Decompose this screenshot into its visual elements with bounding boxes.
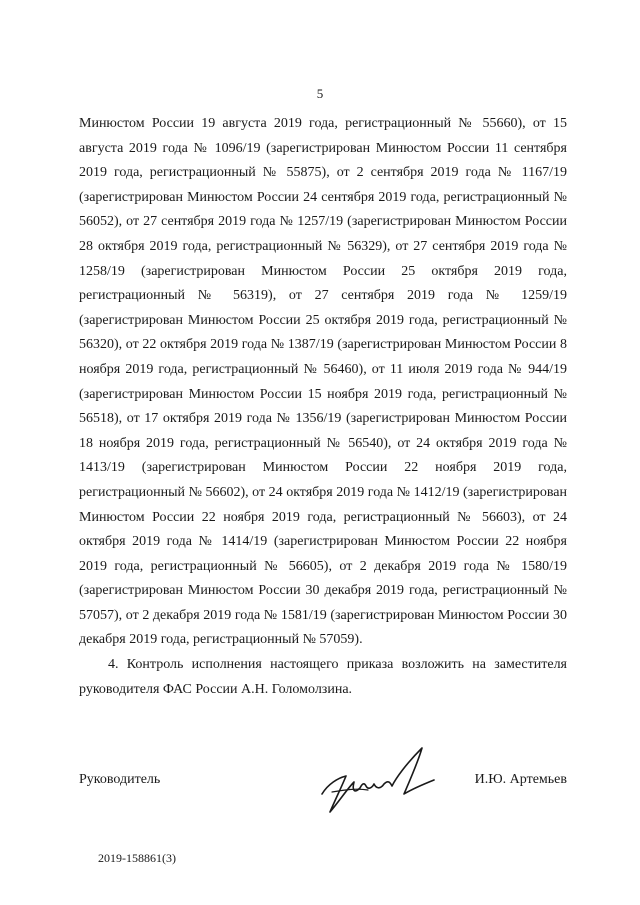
- signer-name: И.Ю. Артемьев: [474, 772, 567, 787]
- handwritten-signature: [318, 738, 438, 822]
- page-number: 5: [316, 86, 324, 101]
- document-body: [79, 112, 567, 702]
- document-code: 2019-158861(3): [98, 851, 176, 865]
- signer-title: Руководитель: [79, 772, 161, 787]
- continuation-paragraph: Минюстом России 19 августа 2019 года, регистрационный № 55660), от 15 августа 2019 года № 1096/19 (зарегистрирован Минюстом России 11 сентября 2019 года, регистрационный № 55875), от 2 сентября 2019 года № 1167/19 (зарегистрирован Минюстом России 24 сентября 2019 года, регистрационный № 56052), от 27 сентября 2019 года № 1257/19 (зарегистрирован Минюстом России 28 октября 2019 года, регистрационный № 56329), от 27 сентября 2019 года № 1258/19 (зарегистрирован Минюстом России 25 октября 2019 года, регистрационный № 56319), от 27 сентября 2019 года № 1259/19 (зарегистрирован Минюстом России 25 октября 2019 года, регистрационный № 56320), от 22 октября 2019 года № 1387/19 (зарегистрирован Минюстом России 8 ноября 2019 года, регистрационный № 56460), от 11 июля 2019 года № 944/19 (зарегистрирован Минюстом России 15 ноября 2019 года, регистрационный № 56518), от 17 октября 2019 года № 1356/19 (зарегистрирован Минюстом России 18 ноября 2019 года, регистрационный № 56540), от 24 октября 2019 года № 1413/19 (зарегистрирован Минюстом России 22 ноября 2019 года, регистрационный № 56602), от 24 октября 2019 года № 1412/19 (зарегистрирован Минюстом России 22 ноября 2019 года, регистрационный № 56603), от 24 октября 2019 года № 1414/19 (зарегистрирован Минюстом России 22 ноября 2019 года, регистрационный № 56605), от 2 декабря 2019 года № 1580/19 (зарегистрирован Минюстом России 30 декабря 2019 года, регистрационный № 57057), от 2 декабря 2019 года № 1581/19 (зарегистрирован Минюстом России 30 декабря 2019 года, регистрационный № 57059).: [79, 116, 567, 648]
- clause-4-paragraph: 4. Контроль исполнения настоящего приказа возложить на заместителя руководителя ФАС России А.Н. Голомолзина.: [79, 657, 567, 697]
